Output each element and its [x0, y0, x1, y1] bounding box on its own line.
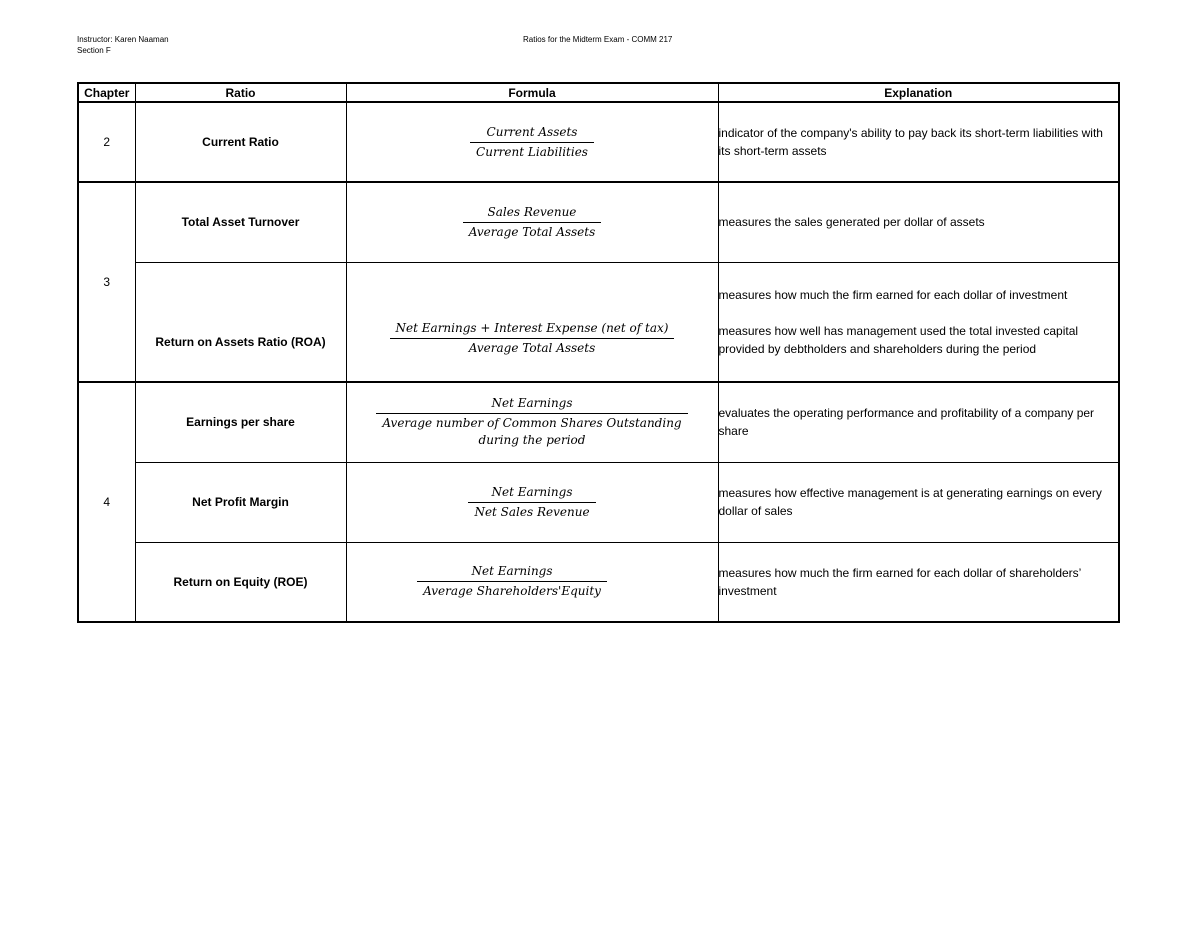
formula-numerator: Net Earnings + Interest Expense (net of tax)	[390, 320, 675, 339]
formula-cell	[346, 102, 718, 182]
explanation-text: measures how much the firm earned for each dollar of investment	[718, 287, 1068, 302]
explanation-text: measures how well has management used the total invested capital provided by debtholders and shareholders during the period	[718, 323, 1079, 356]
column-header-explanation: Explanation	[718, 83, 1119, 102]
instructor-text: Instructor: Karen Naaman	[77, 35, 169, 44]
formula-numerator: Net Earnings	[376, 395, 688, 414]
explanation-cell	[718, 542, 1119, 622]
document-title: Ratios for the Midterm Exam - COMM 217	[523, 35, 673, 44]
formula-denominator: Net Sales Revenue	[474, 504, 590, 519]
explanation-text: measures how effective management is at generating earnings on every dollar of sales	[718, 486, 1102, 518]
formula-fraction	[470, 124, 594, 161]
table-row	[78, 182, 1119, 262]
explanation-text: measures how much the firm earned for each dollar of shareholders’ investment	[718, 565, 1081, 598]
explanation-cell	[718, 102, 1119, 182]
explanation-cell	[718, 382, 1119, 462]
table-row	[78, 262, 1119, 382]
ratio-name: Return on Equity (ROE)	[135, 542, 346, 622]
ratio-name: Current Ratio	[135, 102, 346, 182]
explanation-cell	[718, 462, 1119, 542]
formula-denominator: Average Total Assets	[468, 224, 596, 239]
header-left	[77, 34, 169, 56]
explanation-text: evaluates the operating performance and profitability of a company per share	[718, 406, 1095, 439]
table-row	[78, 462, 1119, 542]
column-header-formula: Formula	[346, 83, 718, 102]
formula-fraction	[376, 395, 688, 449]
formula-numerator: Current Assets	[470, 124, 594, 143]
table-row	[78, 542, 1119, 622]
formula-fraction	[463, 204, 602, 241]
formula-fraction	[390, 320, 675, 357]
explanation-text: measures the sales generated per dollar of assets	[718, 215, 985, 230]
table-row	[78, 382, 1119, 462]
formula-denominator: Average Shareholders'Equity	[423, 584, 601, 599]
formula-fraction	[468, 484, 595, 521]
explanation-text: indicator of the company's ability to pay back its short-term liabilities with its short-term assets	[718, 126, 1103, 158]
formula-cell	[346, 262, 718, 382]
formula-denominator: Current Liabilities	[476, 144, 588, 159]
ratio-name: Earnings per share	[135, 382, 346, 462]
formula-cell	[346, 462, 718, 542]
column-header-chapter: Chapter	[78, 83, 135, 102]
ratio-name: Return on Assets Ratio (ROA)	[135, 262, 346, 382]
column-header-ratio: Ratio	[135, 83, 346, 102]
chapter-cell: 3	[78, 182, 135, 382]
formula-cell	[346, 182, 718, 262]
formula-denominator: Average Total Assets	[468, 340, 596, 355]
ratio-name: Net Profit Margin	[135, 462, 346, 542]
formula-cell	[346, 542, 718, 622]
formula-cell	[346, 382, 718, 462]
chapter-cell: 4	[78, 382, 135, 622]
formula-denominator: Average number of Common Shares Outstanding during the period	[382, 416, 682, 448]
explanation-cell	[718, 182, 1119, 262]
ratio-name: Total Asset Turnover	[135, 182, 346, 262]
ratios-table	[77, 82, 1120, 623]
formula-numerator: Net Earnings	[417, 563, 607, 582]
table-row	[78, 102, 1119, 182]
chapter-cell: 2	[78, 102, 135, 182]
formula-fraction	[417, 563, 607, 600]
section-text: Section F	[77, 46, 111, 55]
explanation-cell	[718, 262, 1119, 382]
formula-numerator: Sales Revenue	[463, 204, 602, 223]
table-header-row	[78, 83, 1119, 102]
formula-numerator: Net Earnings	[468, 484, 595, 503]
